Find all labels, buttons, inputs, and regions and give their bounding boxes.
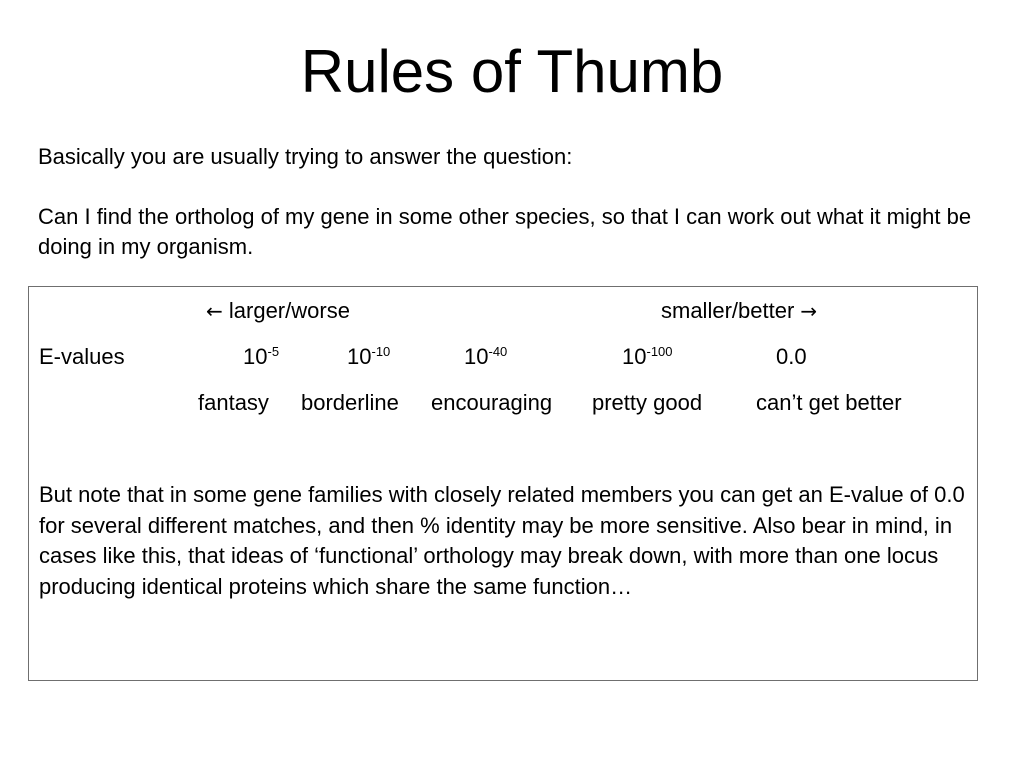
category-cant-get-better: can’t get better — [756, 390, 902, 415]
evalue-guide-box — [28, 286, 978, 681]
evalue-4: $10^{-100}$ — [622, 344, 673, 369]
category-fantasy: fantasy — [198, 390, 269, 415]
orthology-note: But note that in some gene families with closely related members you can get an E-value of 0.0 for several different matches, and then % identity may be more sensitive. Also bear in mind, in cases like this, that ideas of ‘functional’ orthology may break down, with more than one locus producing identical proteins which share the same function… — [39, 482, 965, 599]
evalue-1: $10^{-5}$ — [243, 344, 280, 369]
category-borderline: borderline — [301, 390, 399, 415]
right-arrow-icon: → — [800, 299, 818, 323]
evalue-2: $10^{-10}$ — [347, 344, 391, 369]
evalue-3: $10^{-40}$ — [464, 344, 508, 369]
smaller-better-label — [661, 297, 817, 325]
slide-title: Rules of Thumb — [300, 38, 724, 105]
larger-worse-text: larger/worse — [228, 298, 350, 323]
left-arrow-icon: ← — [206, 299, 223, 323]
category-encouraging: encouraging — [431, 390, 553, 415]
intro-question-lead: Basically you are usually trying to answer the question: — [38, 144, 573, 169]
smaller-better-text: smaller/better — [661, 298, 795, 323]
evalues-row-label: E-values — [39, 344, 125, 369]
larger-worse-label — [206, 297, 350, 325]
evalue-5: 0.0 — [776, 344, 807, 369]
intro-question: Can I find the ortholog of my gene in some other species, so that I can work out what it might be doing in my organism. — [38, 204, 972, 259]
intro-text — [38, 142, 998, 262]
category-pretty-good: pretty good — [592, 390, 703, 415]
